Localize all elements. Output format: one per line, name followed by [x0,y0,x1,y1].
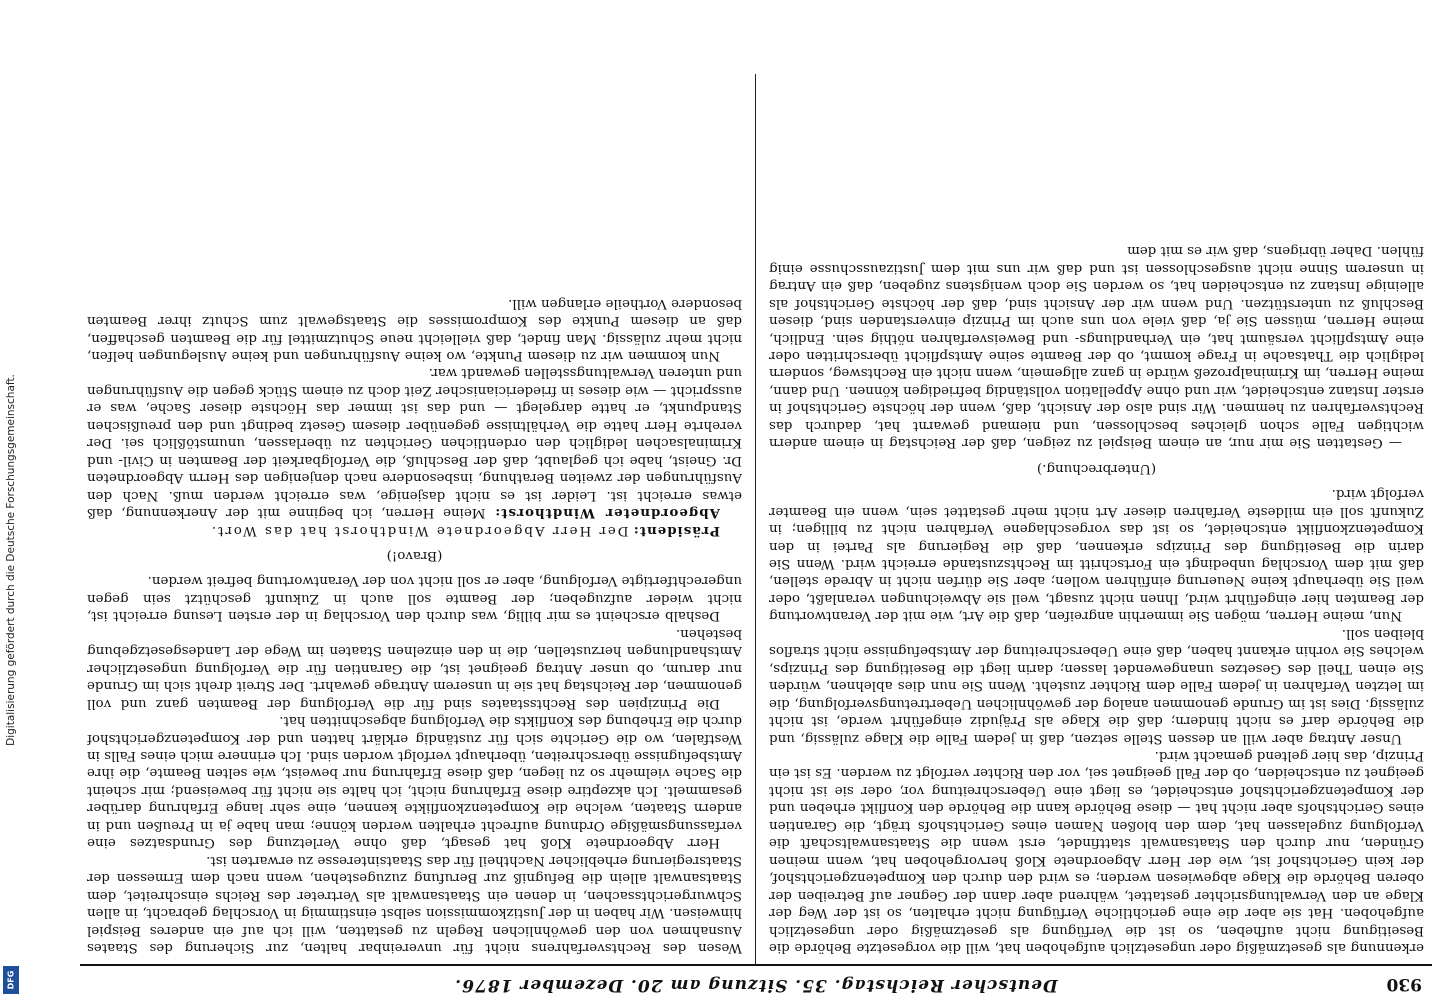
speech-text: Meine Herren, ich beginne mit der Anerkennung, daß etwas erreicht ist. Leider ist es nicht dasjenige, was erreicht werden muß. Nach den Ausführungen der zweiten Berathung, insbesondere nach denjenigen des Herrn Abgeordneten Dr. Gneist, habe ich geglaubt, daß der Beschluß, die Verfolgbarkeit der Beamten in Civil- und Kriminalsachen lediglich den ordentlichen Gerichten zu überlassen, unumstößlich sei. Der verehrte Herr hatte die Verhältnisse gegenüber diesem Gesetz bedingt und den preußischen Standpunkt, er hatte dargelegt — und das ist immer das Höchste dieser Sache, was er ausspricht — wie dieses in friedericianischer Zeit doch zu einem Stück gegen die Ausführungen und unteren Verwaltungsstellen gewandt war. [87,365,742,521]
president-line [87,521,742,538]
dfg-logo-text: DFG [6,970,16,990]
digitization-note [0,120,22,1000]
speaker-name: Abgeordneter Windthorst: [494,505,720,522]
paragraph: Deshalb erscheint es mir billig, was durch den Vorschlag in der ersten Lesung erreicht ist, nicht wieder aufzugeben; der Beamte soll auch in Zukunft geschützt sein gegen ungerechtfertigte Verfolgung, aber er soll nicht von der Verantwortung befreit werden. [87,573,742,624]
page-header [80,964,1432,1000]
paragraph: Die Prinzipien des Rechtsstaates sind für die Verfolgung der Beamten ganz und voll genommen, der Reichstag hat sie in unserem Antrage gewahrt. Der Streit dreht sich im Grunde nur darum, ob unser Antrag geeignet ist, die Garantien für die Verfolgung ungesetzlicher Amtshandlungen herzustellen, die in den einzelnen Staaten im Wege der Landesgesetzgebung bestehen. [87,625,742,711]
applause-note: (Bravo!) [386,548,443,564]
column-divider [755,74,756,964]
page-number: 930 [1386,974,1422,994]
speech-paragraph: Nun kommen wir zu diesem Punkte, wo keine Ausführungen und keine Auslegungen helfen, nicht mehr zulässig. Man findet, daß vielleicht neue Schutzmittel für die Beamten geschaffen, daß an diesem Punkte des Kompromisses die Staatsgewalt zum Schutz ihrer Beamten besondere Vortheile erlangen will. [87,295,742,364]
paragraph: Nun, meine Herren, mögen Sie immerhin angreifen, daß die Art, wie mit der Verantwortung der Beamten hier eingeführt wird, Ihnen nicht zusagt, weil sie Abweichungen veranlaßt, oder weil Sie überhaupt keine Neuerung einführen wollen; aber Sie dürfen nicht in Abrede stellen, daß mit dem Vorschlag unbedingt ein Fortschritt im Rechtszustande erreicht wird. Wenn Sie darin die Beseitigung des Prinzips erkennen, daß die Regierung als Partei in den Kompetenzkonflikt entscheidet, so ist das vorgeschlagene Verfahren nicht zu billigen; in Zukunft soll ein mildeste Verfahren dieser Art nicht mehr gestattet sein, wenn ein Beamter verfolgt wird. [769,486,1424,624]
page-title: Deutscher Reichstag. 35. Sitzung am 20. Dezember 1876. [454,975,1058,995]
dfg-logo [3,966,19,994]
paragraph: Unser Antrag aber will an dessen Stelle setzen, daß in jedem Falle die Klage zulässig, und die Behörde darf es nicht hindern; daß die Klage als Präjudiz eingeführt werde, ist nicht zulässig. Dies ist im Grunde genommen analog der gewöhnlichen Uebertretungsverfolgung, die im letzten Verfahren in jedem Falle dem Richter zusteht. Wenn Sie nun dies ablehnen, würden Sie einen Theil des Gesetzes unangewendet lassen; darin liegt die Beseitigung des Prinzips, welches Sie vorhin erkannt haben, daß eine Ueberschreitung der Amtsbefugnisse nicht straflos bleiben soll. [769,625,1424,746]
speech-paragraph [87,364,742,521]
digitization-text: Digitalisierung gefördert durch die Deutsche Forschungsgemeinschaft. [5,374,17,746]
president-label: Präsident: [632,522,720,539]
president-text: Der Herr Abgeordnete Windthorst hat das Wort. [209,522,629,538]
paragraph: erkennung als gesetzmäßig oder ungesetzlich aufgehoben hat, will die vorgesetzte Behörde die Beseitigung nicht aufheben, so ist die Verfügung als gesetzmäßig oder ungesetzlich aufgehoben. Hat sie aber die eine gerichtliche Verfügung nicht erhalten, so ist der Weg der Klage an den Verwaltungsrichter gestattet, während aber dann der Gegner auf Betreiben der oberen Behörde die Klage abgewiesen werden; es wird den durch den Kompetenzgerichtshof, der kein Gerichtshof ist, wie der Herr Abgeordnete Kloß hervorgehoben hat, wenn meinen Gründen, nur durch den Staatsanwalt stattfindet, erst wenn die Staatsanwaltschaft die Verfolgung zugelassen hat, dem den bloßen Namen eines Gerichtshofs trägt, die Garantien eines Gerichtshofs aber nicht hat — diese Behörde kann die Behörde den Konflikt erheben und der Kompetenzgerichtshof entscheidet, es liegt eine Ueberschreitung vor, oder sie ist nicht geeignet zu entscheiden, ob der Fall geeignet sei, vor den Richter verfolgt zu werden. Es ist ein Prinzip, das hier geltend gemacht wird. [769,748,1424,955]
paragraph: Wesen des Rechtsverfahrens nicht für unvereinbar halten, zur Sicherung des Staates Ausnahmen von den gewöhnlichen Regeln zu gestatten, will ich auf ein anderes Beispiel hinweisen. Wir haben in der Justizkommission selbst einstimmig in Vorschlag gebracht, in allen Schwurgerichtssachen, in denen ein Staatsanwalt als Vertreter des Reichs einschreitet, dem Staatsanwalt allein die Befugniß zur Berufung zuzugestehen, wenn nach dem Ermessen der Staatsregierung erheblicher Nachtheil für das Staatsinteresse zu erwarten ist. [87,852,742,955]
paragraph: Herr Abgeordnete Kloß hat gesagt, daß ohne Verletzung des Grundsatzes eine verfassungsmäßige Ordnung aufrecht erhalten werden könne; man habe ja in Preußen und in andern Staaten, welche die Kompetenzkonflikte kennen, eine sehr lange Erfahrung darüber gesammelt. Ich akzeptire diese Erfahrung nicht, ich halte sie nicht für beweisend; mir scheint die Sache vielmehr so zu liegen, daß diese Erfahrung nur beweist, wie selten Beamte, die ihre Amtsbefugnisse überschreiten, überhaupt verfolgt worden sind. Ich erinnere mich eines Falls in Westfalen, wo die Gerichte sich für zuständig erklärt hatten und der Kompetenzgerichtshof durch die Erhebung des Konflikts die Verfolgung abgeschnitten hat. [87,713,742,851]
left-column [769,76,1424,956]
paragraph: — Gestatten Sie mir nur, an einem Beispiel zu zeigen, daß der Reichstag in einem andern wichtigen Falle schon gleiches beschlossen, und niemand gewarnt hat, dadurch das Rechtsverfahren zu hemmen. Wir sind also der Ansicht, daß, wenn der höchste Gerichtshof in erster Instanz entscheidet, wir und ohne Appellation vollständig befriedigen können. Und dann, meine Herren, im Kriminalprozeß würde in ganz allgemein, wenn nicht ein Rechtsweg, sondern lediglich die Thatsache in Frage kommt, ob der Beamte seine Amtspflicht überschritten oder eine Amtspflicht versäumt hat, ein Verhandlungs- und Beweisverfahren nöthig sein. Endlich, meine Herren, müssen Sie ja, daß viele von uns auch im Prinzip einverstanden sind, diesen Beschluß zu unterstützen. Und wenn wir der Ansicht sind, daß der höchste Gerichtshof als alleinige Instanz zu entscheiden hat, so werden Sie doch wenigstens zugeben, daß ein Antrag in unserem Sinne nicht ausgeschlossen ist und daß wir uns mit dem Justizausschusse einig fühlen. Daher übrigens, daß wir es mit dem [769,243,1424,451]
interruption-note: (Unterbrechung.) [1036,460,1157,476]
right-column [87,76,742,956]
document-page [80,62,1432,1000]
